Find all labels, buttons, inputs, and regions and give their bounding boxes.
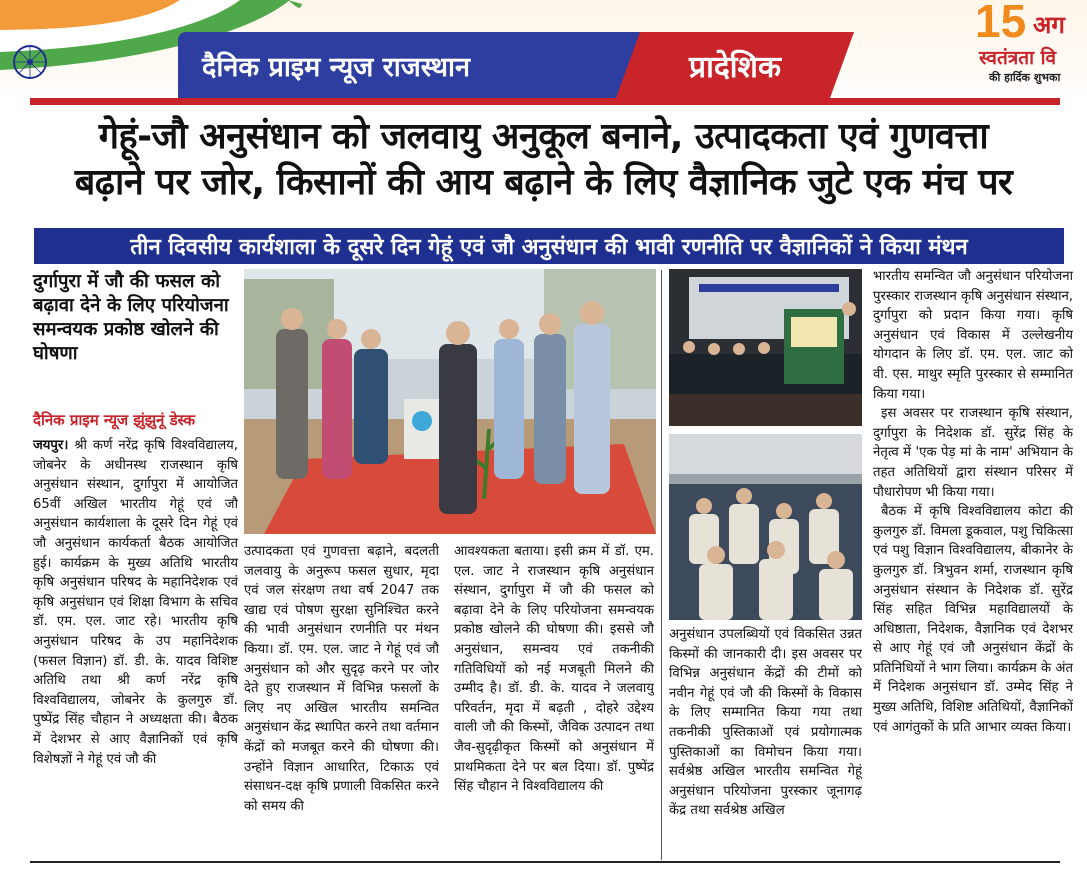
article-column-1 — [33, 436, 238, 860]
promo-line-3: की हार्दिक शुभका — [989, 71, 1061, 84]
news-desk-byline: दैनिक प्राइम न्यूज झुंझुनूं डेस्क — [33, 411, 195, 429]
masthead-red-rule — [30, 98, 1060, 105]
column-1-text: श्री कर्ण नरेंद्र कृषि विश्वविद्यालय, जोबनेर के अधीनस्थ राजस्थान कृषि अनुसंधान संस्थान, दुर्गापुरा में आयोजित 65वीं अखिल भारतीय गेहूं एवं जौ अनुसंधान कार्यशाला के दूसरे दिन गेहूं एवं जौ अनुसंधान कार्यकर्ता बैठक आयोजित हुई। कार्यक्रम के मुख्य अतिथि भारतीय कृषि अनुसंधान परिषद के महानिदेशक एवं कृषि अनुसंधान एवं शिक्षा विभाग के सचिव डॉ. एम. एल. जाट रहे। भारतीय कृषि अनुसंधान परिषद के उप महानिदेशक (फसल विज्ञान) डॉ. डी. के. यादव विशिष्ट अतिथि तथा श्री कर्ण नरेंद्र कृषि विश्वविद्यालय, जोबनेर के कुलगुरु डॉ. पुष्पेंद्र सिंह चौहान ने अध्यक्षता की। बैठक में देशभर से आए वैज्ञानिकों एवं कृषि विशेषज्ञों ने गेहूं एवं जौ की — [33, 438, 238, 767]
page-banner — [0, 0, 1087, 105]
article-headline — [0, 114, 1087, 206]
lead-heading: दुर्गापुरा में जौ की फसल को बढ़ावा देने के लिए परियोजना समन्वयक प्रकोष्ठ खोलने की घोषणा — [33, 271, 229, 364]
column-3-text: आवश्यकता बताया। इसी क्रम में डॉ. एम. एल. जाट ने राजस्थान कृषि अनुसंधान संस्थान, दुर्गापुरा में जौ की फसल को बढ़ावा देने के लिए परियोजना समन्वयक प्रकोष्ठ खोलने की घोषणा की। इससे जौ अनुसंधान, समन्वय एवं तकनीकी गतिविधियों को नई मजबूती मिलने की उम्मीद है। डॉ. डी. के. यादव ने जलवायु परिवर्तन, मृदा में बढ़ती , दोहरे उद्देश्य वाली जौ की किस्मों, जैविक उत्पादन तथा जैव-सुदृढ़ीकृत किस्मों को अनुसंधान में प्राथमिकता देने पर बल दिया। डॉ. पुष्पेंद्र सिंह चौहान ने विश्वविद्यालय की — [454, 544, 654, 795]
column-divider — [661, 270, 662, 860]
dateline: जयपुर। — [33, 438, 69, 453]
column-5-para-1: भारतीय समन्वित जौ अनुसंधान परियोजना पुरस्कार राजस्थान कृषि अनुसंधान संस्थान, दुर्गापुरा को प्रदान किया गया। कृषि अनुसंधान एवं विकास में उल्लेखनीय योगदान के लिए डॉ. एम. एल. जाट को वी. एस. माथुर स्मृति पुरस्कार से सम्मानित किया गया। — [873, 269, 1073, 402]
promo-number: 15 — [975, 0, 1027, 47]
promo-line-2: स्वतंत्रता वि — [979, 47, 1057, 69]
column-2-text: उत्पादकता एवं गुणवत्ता बढ़ाने, बदलती जलवायु के अनुरूप फसल सुधार, मृदा एवं जल संरक्षण तथा वर्ष 2047 तक खाद्य एवं पोषण सुरक्षा सुनिश्चित करने की भावी अनुसंधान रणनीति पर मंथन किया। डॉ. एम. एल. जाट ने गेहूं एवं जौ अनुसंधान को और सुदृढ़ करने पर जोर देते हुए राजस्थान में विभिन्न फसलों के लिए नए अखिल भारतीय समन्वित अनुसंधान केंद्र स्थापित करने तथा वर्तमान केंद्रों को मजबूत करने की घोषणा की। उन्होंने विज्ञान आधारित, टिकाऊ एवं संसाधन-दक्ष कृषि प्रणाली विकसित करने को समय की — [244, 544, 439, 814]
article-subheadline: तीन दिवसीय कार्यशाला के दूसरे दिन गेहूं एवं जौ अनुसंधान की भावी रणनीति पर वैज्ञानिकों ने किया मंथन — [34, 228, 1064, 264]
tree-planting-photo — [244, 269, 656, 534]
independence-day-greeting — [975, 0, 1087, 98]
article-column-2 — [244, 542, 439, 860]
column-4-text: अनुसंधान उपलब्धियों एवं विकसित उन्नत किस्मों की जानकारी दी। इस अवसर पर विभिन्न अनुसंधान केंद्रों की टीमों को नवीन गेहूं एवं जौ की किस्मों के विकास के लिए सम्मानित किया गया तथा तकनीकी पुस्तिकाओं एवं प्रयोगात्मक पुस्तिकाओं का विमोचन किया गया। सर्वश्रेष्ठ अखिल भारतीय समन्वित गेहूं अनुसंधान परियोजना पुरस्कार जूनागढ़ केंद्र तथा सर्वश्रेष्ठ अखिल — [669, 627, 862, 819]
section-label: प्रादेशिक — [640, 32, 830, 98]
article-column-3 — [454, 542, 654, 860]
column-5-para-3: बैठक में कृषि विश्वविद्यालय कोटा की कुलगुरु डॉ. विमला डूकवाल, पशु चिकित्सा एवं पशु विज्ञान विश्वविद्यालय, बीकानेर के कुलगुरु डॉ. त्रिभुवन शर्मा, राजस्थान कृषि अनुसंधान संस्थान के निदेशक डॉ. सुरेंद्र सिंह सहित विभिन्न महाविद्यालयों के अधिष्ठाता, निदेशक, वैज्ञानिक एवं देशभर से आए गेहूं एवं जौ अनुसंधान केंद्रों के प्रतिनिधियों ने भाग लिया। कार्यक्रम के अंत में निदेशक अनुसंधान डॉ. उम्मेद सिंह ने मुख्य अतिथि, विशिष्ट अतिथियों, वैज्ञानिकों एवं आगंतुकों के प्रति आभार व्यक्त किया। — [873, 504, 1073, 735]
column-5-para-2: इस अवसर पर राजस्थान कृषि संस्थान, दुर्गापुरा के निदेशक डॉ. सुरेंद्र सिंह के नेतृत्व में 'एक पेड़ मां के नाम' अभियान के तहत अतिथियों द्वारा संस्थान परिसर में पौधारोपण भी किया गया। — [873, 406, 1073, 500]
conference-stage-photo — [669, 269, 862, 426]
promo-word: अग — [1033, 11, 1065, 39]
article-column-4 — [669, 625, 862, 860]
headline-line-2: बढ़ाने पर जोर, किसानों की आय बढ़ाने के लिए वैज्ञानिक जुटे एक मंच पर — [74, 162, 1013, 203]
audience-photo — [669, 434, 862, 620]
headline-line-1: गेहूं-जौ अनुसंधान को जलवायु अनुकूल बनाने, उत्पादकता एवं गुणवत्ता — [98, 116, 989, 157]
page-bottom-rule — [30, 861, 1060, 863]
article-column-5 — [873, 267, 1073, 860]
paper-name: दैनिक प्राइम न्यूज राजस्थान — [178, 32, 648, 98]
